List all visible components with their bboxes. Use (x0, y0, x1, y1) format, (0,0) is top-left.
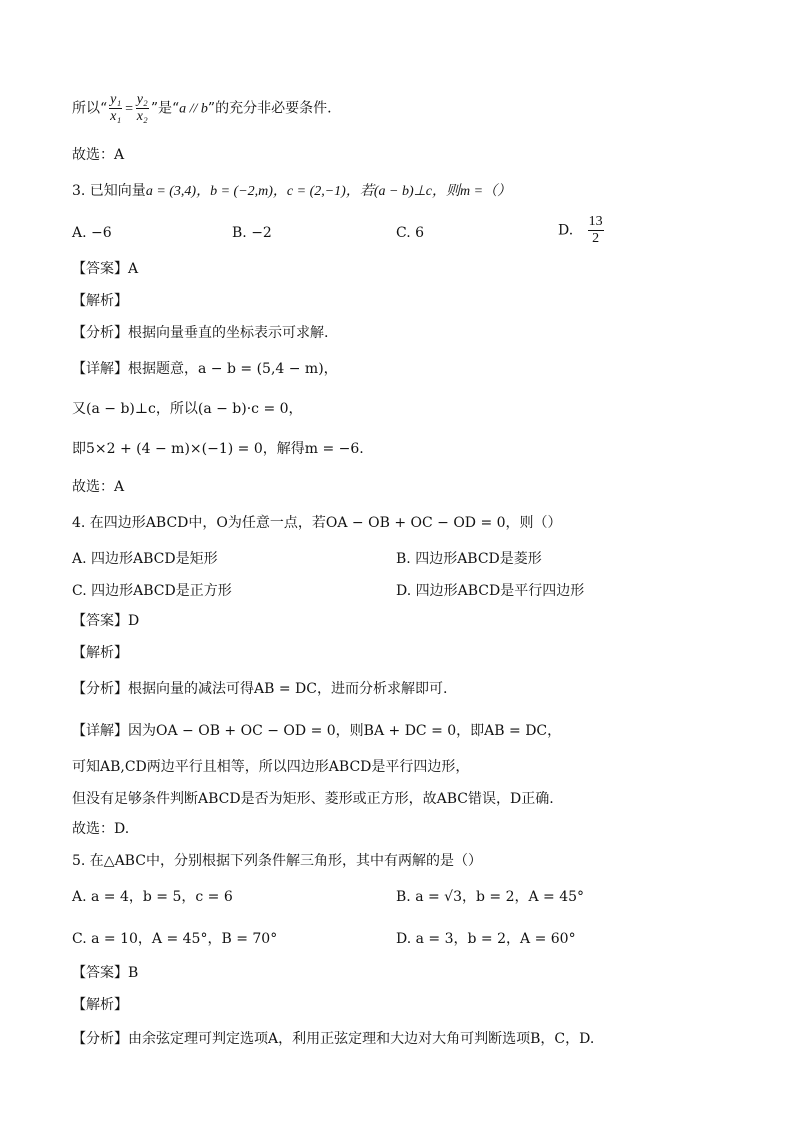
q5-option-c: C. a = 10，A = 45°，B = 70° (72, 931, 278, 947)
fraction (109, 92, 122, 125)
denominator: x₂ (136, 109, 148, 124)
question-3-math: a = (3,4)，b = (−2,m)，c = (2,−1)，若(a − b)⊥c，则m =（） (145, 184, 512, 199)
denominator: 2 (592, 231, 600, 246)
text: ”是“ (150, 100, 180, 117)
q4-answer: 【答案】D (72, 613, 140, 629)
question-4-stem: 4. 在四边形ABCD中，O为任意一点，若OA − OB + OC − OD = 0，则（） (72, 515, 562, 531)
q5-analysis: 【分析】由余弦定理可判定选项A，利用正弦定理和大边对大角可判断选项B，C，D. (72, 1031, 595, 1047)
q5-option-a: A. a = 4，b = 5，c = 6 (72, 889, 233, 905)
q3-option-d (558, 214, 606, 247)
numerator: y₂ (136, 92, 148, 107)
q4-option-d: D. 四边形ABCD是平行四边形 (396, 583, 585, 599)
conclusion-line (72, 92, 332, 125)
numerator: y₁ (110, 92, 122, 107)
question-3-stem (72, 180, 511, 203)
option-label: D. (558, 222, 574, 239)
denominator: x₁ (110, 109, 122, 124)
q4-option-c: C. 四边形ABCD是正方形 (72, 583, 232, 599)
q3-option-a: A. −6 (72, 225, 112, 241)
q4-select: 故选：D. (72, 821, 130, 837)
question-5-stem: 5. 在△ABC中，分别根据下列条件解三角形，其中有两解的是（） (72, 853, 482, 869)
q4-detail-2: 可知AB,CD两边平行且相等，所以四边形ABCD是平行四边形， (72, 759, 470, 775)
fraction (136, 92, 149, 125)
q5-answer: 【答案】B (72, 965, 139, 981)
q5-option-d: D. a = 3，b = 2，A = 60° (396, 931, 576, 947)
q3-option-c: C. 6 (396, 225, 425, 241)
q4-jiexi: 【解析】 (72, 645, 128, 661)
text: 所以“ (72, 100, 108, 117)
q3-select: 故选：A (72, 479, 125, 495)
q5-option-b: B. a = √3，b = 2，A = 45° (396, 889, 585, 905)
q3-detail-2: 又(a − b)⊥c，所以(a − b)·c = 0， (72, 401, 303, 417)
q5-jiexi: 【解析】 (72, 997, 128, 1013)
q3-answer: 【答案】A (72, 261, 139, 277)
equals-sign: = (124, 101, 134, 117)
answer-select-line: 故选：A (72, 147, 125, 163)
fraction (588, 214, 604, 247)
q3-detail-1: 【详解】根据题意，a − b = (5,4 − m)， (72, 361, 338, 377)
q4-option-a: A. 四边形ABCD是矩形 (72, 551, 218, 567)
question-number: 3. 已知向量 (72, 183, 146, 199)
parallel-expression: a // b (179, 101, 208, 117)
q3-jiexi: 【解析】 (72, 293, 128, 309)
numerator: 13 (588, 214, 603, 229)
q3-analysis: 【分析】根据向量垂直的坐标表示可求解. (72, 325, 329, 341)
q4-analysis: 【分析】根据向量的减法可得AB = DC，进而分析求解即可. (72, 681, 448, 697)
q4-detail-1: 【详解】因为OA − OB + OC − OD = 0，则BA + DC = 0，即AB = DC， (72, 723, 562, 739)
q4-detail-3: 但没有足够条件判断ABCD是否为矩形、菱形或正方形，故ABC错误，D正确. (72, 791, 554, 807)
q4-option-b: B. 四边形ABCD是菱形 (396, 551, 542, 567)
q3-detail-3: 即5×2 + (4 − m)×(−1) = 0，解得m = −6. (72, 441, 364, 457)
q3-option-b: B. −2 (232, 225, 272, 241)
text: ”的充分非必要条件. (207, 100, 332, 117)
